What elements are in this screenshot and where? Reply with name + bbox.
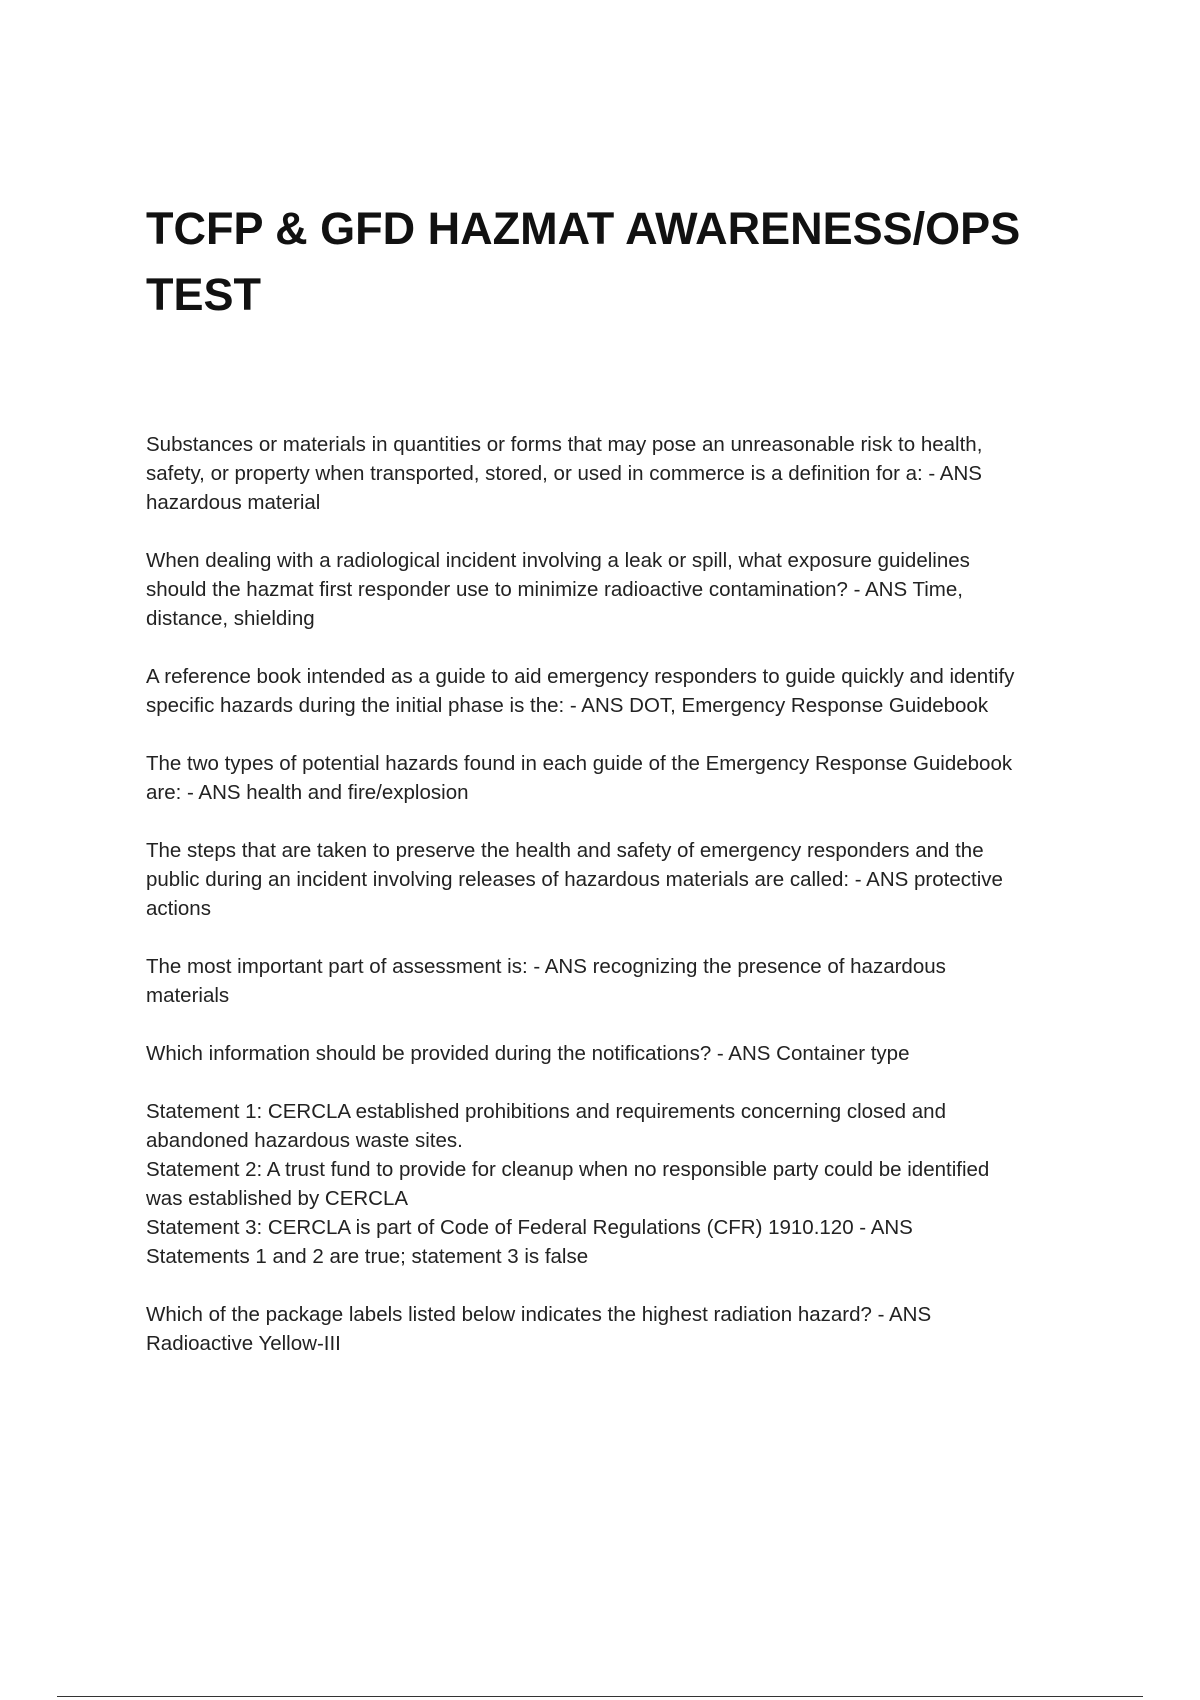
- qa-line: Statements 1 and 2 are true; statement 3 is false: [146, 1245, 589, 1268]
- qa-item-5: [146, 836, 1096, 923]
- qa-line: The most important part of assessment is: - ANS recognizing the presence of hazardous: [146, 955, 946, 978]
- qa-item-3: [146, 662, 1096, 720]
- qa-item-2: [146, 546, 1096, 633]
- qa-line: abandoned hazardous waste sites.: [146, 1129, 463, 1152]
- qa-line: specific hazards during the initial phase is the: - ANS DOT, Emergency Response Guidebook: [146, 694, 989, 717]
- document-title: TCFP & GFD HAZMAT AWARENESS/OPS TEST: [146, 203, 1021, 320]
- qa-line: When dealing with a radiological incident involving a leak or spill, what exposure guidelines: [146, 549, 970, 572]
- question-answer-list: [146, 430, 1096, 1358]
- qa-line: distance, shielding: [146, 607, 315, 630]
- qa-line: Statement 2: A trust fund to provide for cleanup when no responsible party could be identified: [146, 1158, 990, 1181]
- qa-line: The steps that are taken to preserve the health and safety of emergency responders and the: [146, 839, 984, 862]
- qa-line: hazardous material: [146, 491, 321, 514]
- qa-line: Which of the package labels listed below indicates the highest radiation hazard? - ANS: [146, 1303, 932, 1326]
- qa-item-8: [146, 1097, 1096, 1271]
- qa-item-7: [146, 1039, 1096, 1068]
- qa-item-6: [146, 952, 1096, 1010]
- footer-divider: [57, 1696, 1143, 1697]
- qa-line: Statement 3: CERCLA is part of Code of Federal Regulations (CFR) 1910.120 - ANS: [146, 1216, 913, 1239]
- qa-line: public during an incident involving releases of hazardous materials are called: - ANS protective: [146, 868, 1003, 891]
- qa-item-4: [146, 749, 1096, 807]
- qa-line: The two types of potential hazards found in each guide of the Emergency Response Guidebook: [146, 752, 1013, 775]
- qa-item-9: [146, 1300, 1096, 1358]
- qa-line: should the hazmat first responder use to minimize radioactive contamination? - ANS Time,: [146, 578, 963, 601]
- qa-line: was established by CERCLA: [146, 1187, 409, 1210]
- qa-line: Statement 1: CERCLA established prohibitions and requirements concerning closed and: [146, 1100, 946, 1123]
- qa-line: Radioactive Yellow-III: [146, 1332, 341, 1355]
- qa-line: safety, or property when transported, stored, or used in commerce is a definition for a: - ANS: [146, 462, 982, 485]
- qa-line: Substances or materials in quantities or forms that may pose an unreasonable risk to health,: [146, 433, 983, 456]
- qa-line: A reference book intended as a guide to aid emergency responders to guide quickly and identify: [146, 665, 1015, 688]
- qa-line: materials: [146, 984, 230, 1007]
- qa-line: are: - ANS health and fire/explosion: [146, 781, 469, 804]
- qa-item-1: [146, 430, 1096, 517]
- qa-line: Which information should be provided during the notifications? - ANS Container type: [146, 1042, 910, 1065]
- qa-line: actions: [146, 897, 211, 920]
